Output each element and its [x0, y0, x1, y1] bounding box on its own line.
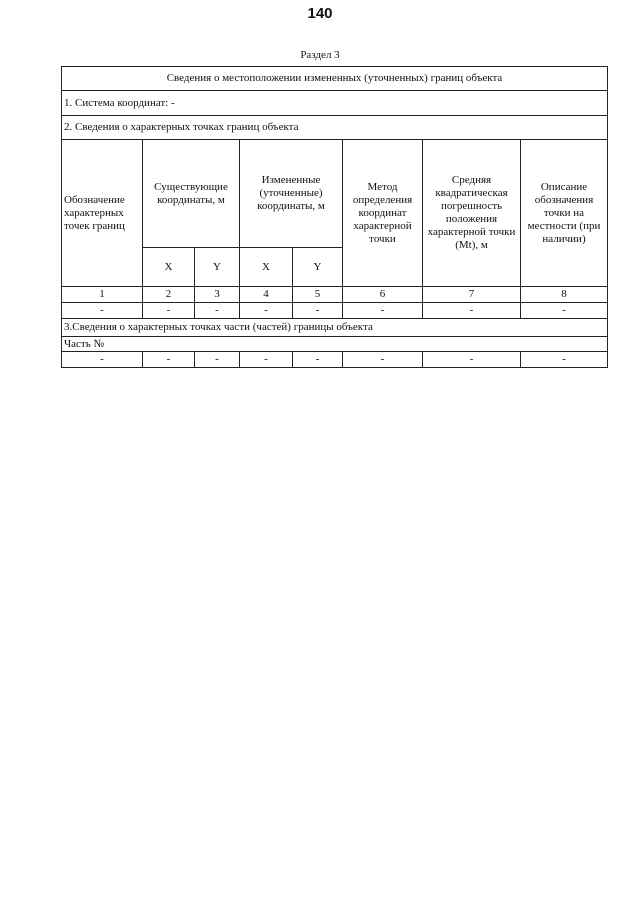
coord-system: 1. Система координат: - [62, 91, 608, 116]
table-cell: - [423, 303, 521, 319]
table-cell: - [143, 303, 195, 319]
table-cell: - [240, 303, 293, 319]
table-cell: - [62, 303, 143, 319]
table-cell: - [343, 352, 423, 368]
col-changed-header: Измененные (уточненные) координаты, м [240, 140, 343, 248]
changed-x-header: X [240, 248, 293, 287]
table-cell: - [521, 352, 608, 368]
col-designation-header: Обозначение характерных точек границ [62, 140, 143, 287]
table-cell: - [293, 303, 343, 319]
section-label: Раздел 3 [300, 49, 340, 61]
existing-x-header: X [143, 248, 195, 287]
table-cell: - [62, 352, 143, 368]
col-error-header: Средняя квадратическая погрешность положения характерной точки (Mt), м [423, 140, 521, 287]
table-cell: - [521, 303, 608, 319]
column-number: 3 [195, 287, 240, 303]
table-cell: - [343, 303, 423, 319]
column-number: 6 [343, 287, 423, 303]
table-title: Сведения о местоположении измененных (уточненных) границ объекта [62, 67, 608, 91]
parts-section-title: 3.Сведения о характерных точках части (частей) границы объекта [62, 319, 608, 337]
column-number: 2 [143, 287, 195, 303]
changed-y-header: Y [293, 248, 343, 287]
column-number: 4 [240, 287, 293, 303]
column-number: 5 [293, 287, 343, 303]
col-existing-header: Существующие координаты, м [143, 140, 240, 248]
part-number-label: Часть № [62, 337, 608, 352]
table-cell: - [293, 352, 343, 368]
column-number: 7 [423, 287, 521, 303]
col-method-header: Метод определения координат характерной точки [343, 140, 423, 287]
boundary-table [61, 66, 608, 368]
table-cell: - [423, 352, 521, 368]
page-number: 140 [307, 5, 333, 22]
table-cell: - [240, 352, 293, 368]
column-number: 8 [521, 287, 608, 303]
existing-y-header: Y [195, 248, 240, 287]
table-cell: - [143, 352, 195, 368]
points-section-title: 2. Сведения о характерных точках границ объекта [62, 116, 608, 140]
column-number: 1 [62, 287, 143, 303]
table-cell: - [195, 303, 240, 319]
table-cell: - [195, 352, 240, 368]
col-description-header: Описание обозначения точки на местности (при наличии) [521, 140, 608, 287]
